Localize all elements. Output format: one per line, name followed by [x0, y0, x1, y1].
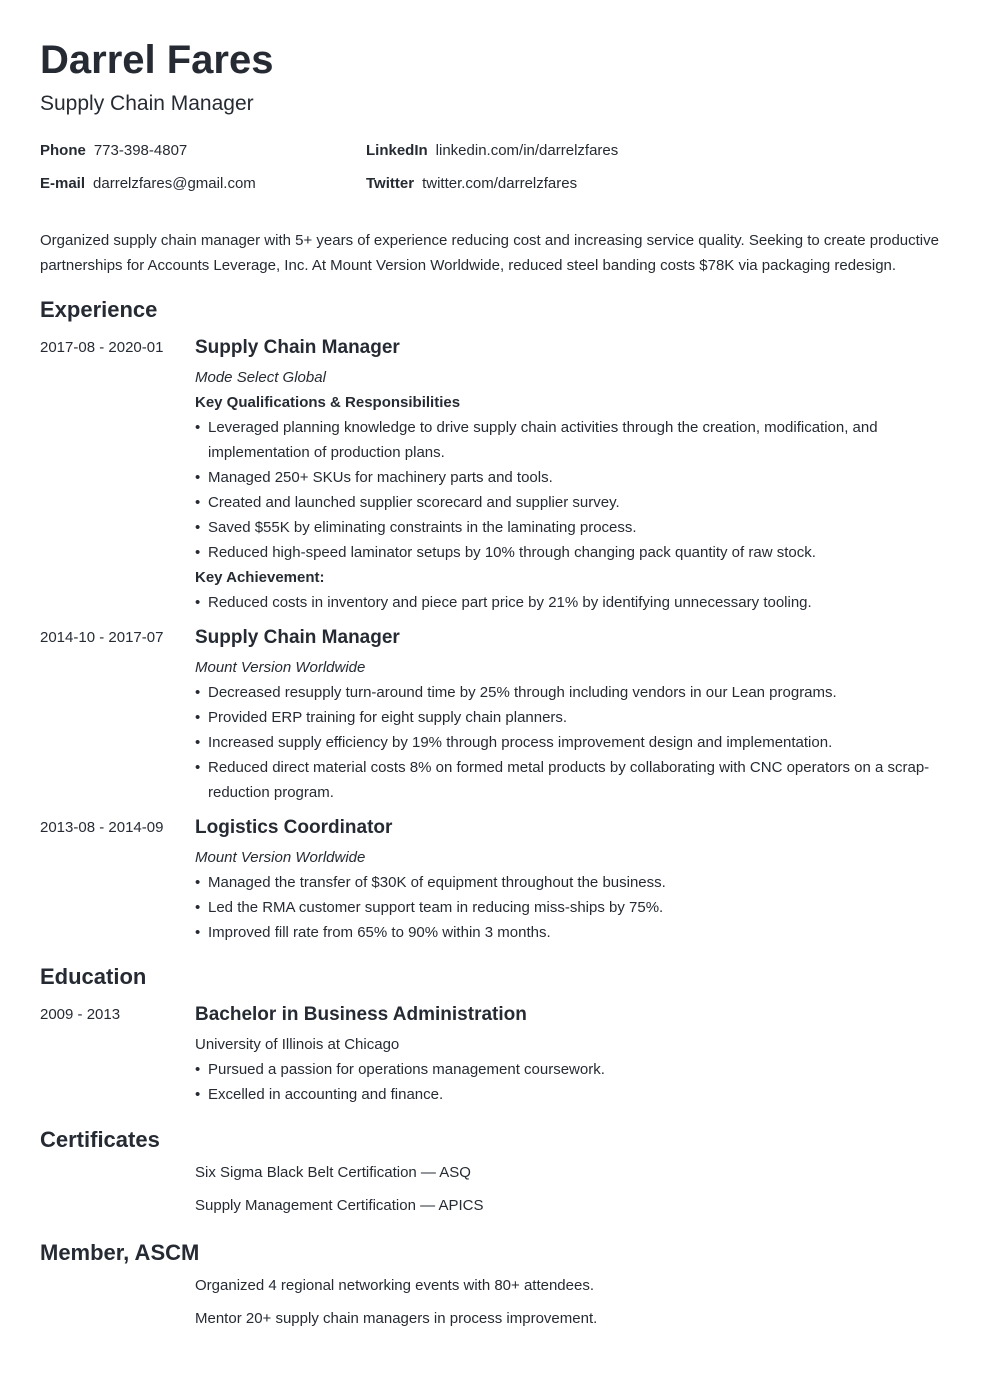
twitter-value[interactable]: twitter.com/darrelzfares	[422, 175, 578, 192]
list-item: • Reduced high-speed laminator setups by 10% through changing pack quantity of raw stock.	[195, 540, 950, 565]
email-value[interactable]: darrelzfares@gmail.com	[93, 175, 256, 192]
list-item: • Managed the transfer of $30K of equipment throughout the business.	[195, 870, 950, 895]
certificate-item: Six Sigma Black Belt Certification — ASQ	[195, 1164, 471, 1181]
linkedin-label: LinkedIn	[366, 142, 428, 159]
candidate-name: Darrel Fares	[40, 38, 274, 82]
twitter-label: Twitter	[366, 175, 415, 192]
list-item: • Provided ERP training for eight supply chain planners.	[195, 705, 950, 730]
list-item: • Leveraged planning knowledge to drive supply chain activities through the creation, modification, and implementation of production plans.	[195, 415, 950, 465]
list-item: • Decreased resupply turn-around time by 25% through including vendors in our Lean programs.	[195, 680, 950, 705]
achievement-heading: Key Achievement:	[195, 569, 325, 586]
list-item: • Improved fill rate from 65% to 90% within 3 months.	[195, 920, 950, 945]
list-item: • Managed 250+ SKUs for machinery parts and tools.	[195, 465, 950, 490]
job-bullets	[195, 415, 950, 565]
achievement-bullets	[195, 590, 950, 615]
contact-linkedin	[366, 141, 618, 161]
school-name: University of Illinois at Chicago	[195, 1036, 400, 1053]
education-dates: 2009 - 2013	[40, 1006, 121, 1023]
membership-heading: Member, ASCM	[40, 1240, 200, 1265]
membership-item: Organized 4 regional networking events with 80+ attendees.	[195, 1277, 595, 1294]
experience-heading: Experience	[40, 297, 158, 322]
job-entry	[195, 818, 950, 945]
membership-item: Mentor 20+ supply chain managers in process improvement.	[195, 1310, 598, 1327]
job-entry	[195, 628, 950, 805]
list-item: • Increased supply efficiency by 19% through process improvement design and implementation.	[195, 730, 950, 755]
profile-summary: Organized supply chain manager with 5+ years of experience reducing cost and increasing service quality. Seeking to create productive partnerships for Accounts Leverage, Inc. At Mount Version Worldwide, reduced steel banding costs $78K via packaging redesign.	[40, 232, 939, 274]
list-item: • Led the RMA customer support team in reducing miss-ships by 75%.	[195, 895, 950, 920]
education-entry	[195, 1005, 950, 1107]
job-title: Supply Chain Manager	[195, 627, 400, 648]
phone-value[interactable]: 773-398-4807	[93, 142, 188, 159]
job-company: Mount Version Worldwide	[195, 659, 366, 676]
certificate-item: Supply Management Certification — APICS	[195, 1197, 484, 1214]
list-item: • Created and launched supplier scorecard and supplier survey.	[195, 490, 950, 515]
linkedin-value[interactable]: linkedin.com/in/darrelzfares	[435, 142, 619, 159]
education-bullets	[195, 1057, 950, 1107]
job-title: Logistics Coordinator	[195, 817, 393, 838]
qualifications-heading: Key Qualifications & Responsibilities	[195, 394, 461, 411]
email-label: E-mail	[40, 175, 86, 192]
job-title: Supply Chain Manager	[195, 337, 400, 358]
list-item: • Reduced direct material costs 8% on formed metal products by collaborating with CNC operators on a scrap-reduction program.	[195, 755, 950, 805]
job-dates: 2014-10 - 2017-07	[40, 629, 164, 646]
job-dates: 2017-08 - 2020-01	[40, 339, 164, 356]
job-bullets	[195, 870, 950, 945]
list-item: • Excelled in accounting and finance.	[195, 1082, 950, 1107]
education-heading: Education	[40, 964, 147, 989]
job-company: Mode Select Global	[195, 369, 326, 386]
contact-email	[40, 174, 256, 194]
list-item: • Saved $55K by eliminating constraints in the laminating process.	[195, 515, 950, 540]
job-bullets	[195, 680, 950, 805]
list-item: • Reduced costs in inventory and piece part price by 21% by identifying unnecessary tooling.	[195, 590, 950, 615]
job-entry	[195, 338, 950, 615]
certificates-heading: Certificates	[40, 1127, 160, 1152]
degree-title: Bachelor in Business Administration	[195, 1004, 527, 1025]
list-item: • Pursued a passion for operations management coursework.	[195, 1057, 950, 1082]
candidate-title: Supply Chain Manager	[40, 92, 254, 115]
job-dates: 2013-08 - 2014-09	[40, 819, 164, 836]
job-company: Mount Version Worldwide	[195, 849, 366, 866]
phone-label: Phone	[40, 142, 86, 159]
contact-phone	[40, 141, 187, 161]
contact-twitter	[366, 174, 577, 194]
